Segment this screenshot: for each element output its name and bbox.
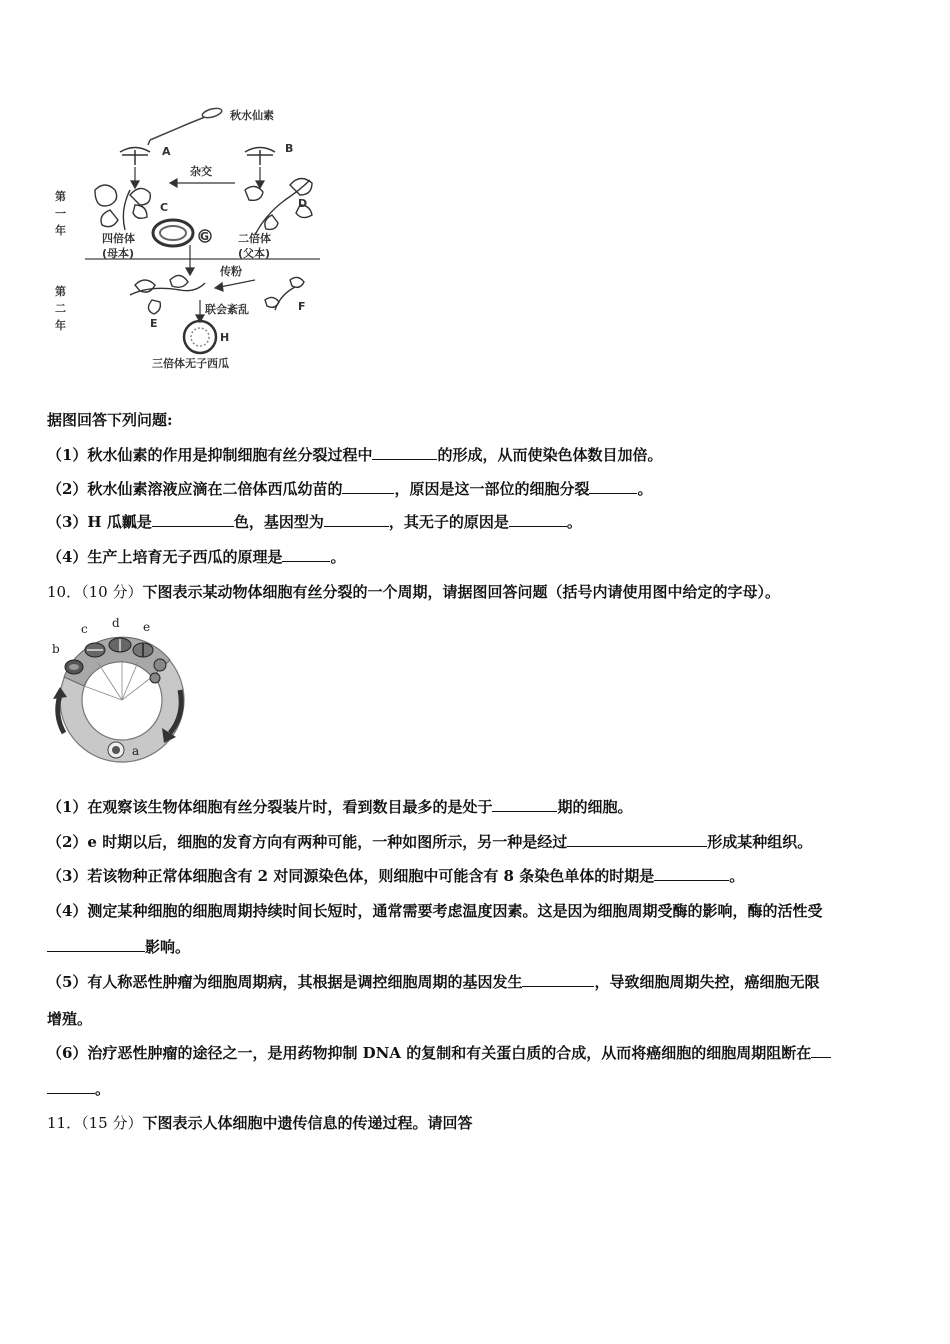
label-E: E xyxy=(150,317,158,330)
mother-label: (母本) xyxy=(102,247,135,260)
label-B: B xyxy=(285,142,294,155)
year2-char1: 第 xyxy=(55,285,66,298)
year1-char3: 年 xyxy=(55,224,66,237)
triploid-label: 三倍体无子西瓜 xyxy=(152,357,229,370)
pollination-label: 传粉 xyxy=(220,265,242,278)
year2-char3: 年 xyxy=(55,319,66,332)
blank[interactable] xyxy=(152,512,234,527)
q9-item-2: （2）秋水仙素溶液应滴在二倍体西瓜幼苗的 ，原因是这一部位的细胞分裂 。 xyxy=(47,480,653,498)
blank[interactable] xyxy=(811,1043,831,1058)
seedling-B-icon xyxy=(245,148,275,166)
q11-header: 11．（15 分）下图表示人体细胞中遗传信息的传递过程。请回答 xyxy=(47,1114,473,1132)
q9-item-3: （3）H 瓜瓤是 色，基因型为 ，其无子的原因是 。 xyxy=(47,513,582,531)
phase-a-cell-icon xyxy=(108,742,124,758)
q10-item-3: （3）若该物种正常体细胞含有 2 对同源染色体，则细胞中可能含有 8 条染色单体的时期是 。 xyxy=(47,867,745,885)
blank[interactable] xyxy=(47,1079,95,1094)
blank[interactable] xyxy=(492,797,557,812)
blank[interactable] xyxy=(342,479,394,494)
watermelon-H-icon xyxy=(184,321,216,353)
blank[interactable] xyxy=(282,547,330,562)
label-D: D xyxy=(298,197,308,210)
label-A: A xyxy=(162,145,171,158)
year1-char1: 第 xyxy=(55,190,66,203)
q9-item-4: （4）生产上培育无子西瓜的原理是 。 xyxy=(47,548,346,566)
label-C: C xyxy=(160,201,169,214)
q10-item-5: （5）有人称恶性肿瘤为细胞周期病，其根据是调控细胞周期的基因发生 ，导致细胞周期失控，癌细胞无限 xyxy=(47,973,820,991)
blank[interactable] xyxy=(509,512,567,527)
blank[interactable] xyxy=(589,479,637,494)
q10-item-2: （2）e 时期以后，细胞的发育方向有两种可能，一种如图所示，另一种是经过 形成某种组织。 xyxy=(47,833,813,851)
dropper-icon xyxy=(148,107,223,145)
phase-label-c: c xyxy=(81,622,88,636)
diploid-label: 二倍体 xyxy=(238,232,271,245)
blank[interactable] xyxy=(654,866,729,881)
year1-char2: 一 xyxy=(55,207,66,220)
watermelon-breeding-figure xyxy=(40,95,340,380)
q10-item-6: （6）治疗恶性肿瘤的途径之一，是用药物抑制 DNA 的复制和有关蛋白质的合成，从而将癌细胞的细胞周期阻断在 xyxy=(47,1043,831,1063)
phase-d-cell-icon xyxy=(109,638,131,652)
phase-c-cell-icon xyxy=(85,643,105,657)
phase-label-d: d xyxy=(112,616,120,630)
father-label: (父本) xyxy=(238,247,271,260)
colchicine-label: 秋水仙素 xyxy=(230,109,274,122)
phase-b-cell-icon xyxy=(65,660,83,674)
label-H: H xyxy=(220,331,230,344)
blank[interactable] xyxy=(47,937,145,952)
q10-item-1: （1）在观察该生物体细胞有丝分裂装片时，看到数目最多的是处于 期的细胞。 xyxy=(47,798,633,816)
blank[interactable] xyxy=(522,972,594,987)
blank[interactable] xyxy=(372,445,437,460)
phase-label-e: e xyxy=(143,620,151,634)
seedling-A-icon xyxy=(120,148,150,166)
q10-item-5-cont: 增殖。 xyxy=(47,1010,93,1028)
label-G: G xyxy=(200,230,210,243)
q10-header: 10．（10 分）下图表示某动物体细胞有丝分裂的一个周期，请据图回答问题（括号内请使用图中给定的字母）。 xyxy=(47,583,780,601)
q10-item-4-cont: 影响。 xyxy=(47,937,190,957)
phase-e-cell-icon xyxy=(133,643,153,657)
phase-label-a: a xyxy=(132,744,140,758)
blank[interactable] xyxy=(324,512,389,527)
q10-item-4: （4）测定某种细胞的细胞周期持续时间长短时，通常需要考虑温度因素。这是因为细胞周期受酶的影响，酶的活性受 xyxy=(47,902,823,920)
blank[interactable] xyxy=(567,832,707,847)
q9-item-1: （1）秋水仙素的作用是抑制细胞有丝分裂过程中 的形成，从而使染色体数目加倍。 xyxy=(47,446,663,464)
cell-cycle-figure xyxy=(40,615,200,765)
cross-label: 杂交 xyxy=(190,165,212,178)
year2-char2: 二 xyxy=(55,302,66,315)
q9-intro: 据图回答下列问题: xyxy=(47,411,173,429)
plant-E-icon xyxy=(130,275,205,314)
tetraploid-label: 四倍体 xyxy=(102,232,135,245)
plant-C-icon xyxy=(95,185,150,230)
synapsis-label: 联会紊乱 xyxy=(205,303,249,316)
phase-label-b: b xyxy=(52,642,60,656)
q10-item-6-cont: 。 xyxy=(47,1079,110,1099)
label-F: F xyxy=(298,300,306,313)
watermelon-G-icon xyxy=(153,220,193,246)
